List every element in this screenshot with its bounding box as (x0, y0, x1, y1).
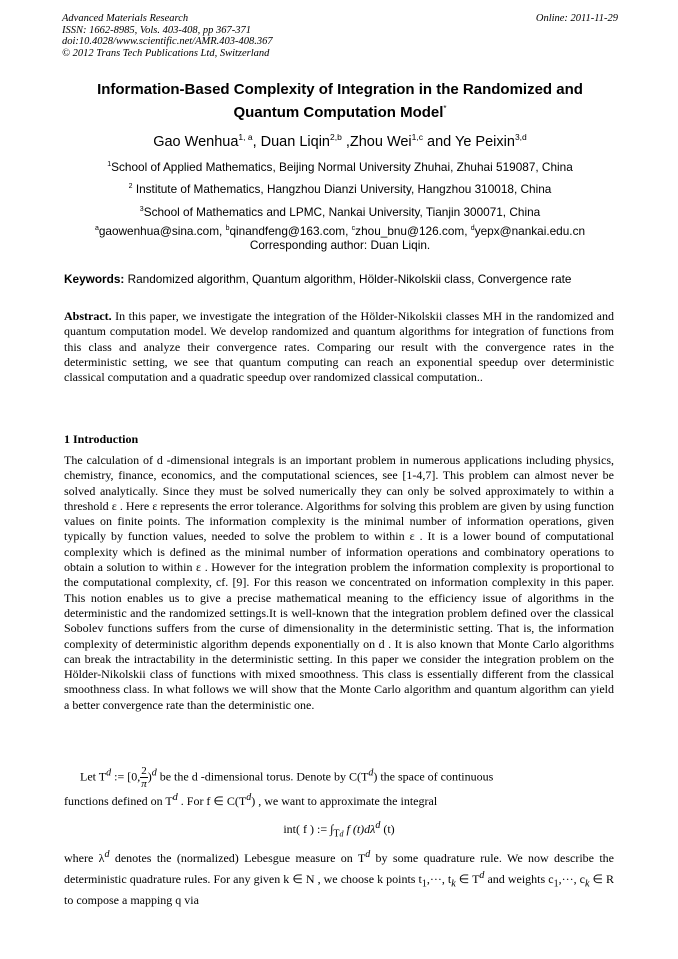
introduction-paragraph: The calculation of d -dimensional integrals is an important problem in numerous applications including physics, chemistry, finance, economics, and the computational sciences, see [1-4,7]. This problem can almost never be solved analytically. Since they must be solved numerically they can only be solved approximately to within a threshold ε . Here ε represents the error tolerance. Algorithms for solving this problem are given by using function values on finite points. The information complexity is the minimal number of information operations, given typically by function values, needed to solve the problem to within ε . It is a lower bound of computational complexity which is defined as the minimal number of information operations and combinatory operations to obtain a solution to within ε . However for the integration problem the information complexity is proportional to the computational complexity, cf. [9]. For this reason we concentrated on information complexity in this paper. This notion enables us to give a precise mathematical meaning to the efficiency issue of algorithms in the deterministic and the randomized settings.It is well-known that the integration problem defined over the classical Sobolev functions suffers from the curse of dimensionality in the deterministic setting. That is, the information complexity of deterministic algorithm depends exponentially on d . It is also known that Monte Carlo algorithms can break the intractability in the deterministic setting. In this paper we consider the integration problem on the Hölder-Nikolskii class of functions with mixed smoothness. This class is essentially different from the classical smoothness class. In what follows we will show that the Monte Carlo algorithm and quantum algorithm can yield a better convergence rate than the deterministic one. (64, 453, 614, 712)
affiliation-1: $^1$School of Applied Mathematics, Beijing Normal University Zhuhai, Zhuhai 519087, China (107, 159, 573, 174)
title-footnote-mark: * (443, 104, 447, 113)
integral-equation: int( f ) := $\int_{Td}$ f $(t)d\lambda^d$ (t) (283, 820, 395, 840)
author-2: , Duan Liqin (252, 133, 330, 150)
keywords-label: Keywords: (64, 272, 125, 286)
author-4: and Ye Peixin (423, 133, 515, 150)
doi-line: doi:10.4028/www.scientific.net/AMR.403-408.367 (62, 36, 273, 48)
title-line-2: Quantum Computation Model* (233, 104, 447, 121)
abstract-text: In this paper, we investigate the integration of the Hölder-Nikolskii classes MH in the randomized and quantum computation model. We develop randomized and quantum algorithms for integration of functions from this class and analyze their convergence rates. Comparing our result with the convergence rates in the deterministic setting, we see that quantum computing can reach an exponential speedup over deterministic classical computation and a quadratic speedup over randomized classical computation.. (64, 309, 614, 385)
journal-name: Advanced Materials Research (62, 13, 189, 24)
quadrature-paragraph: where $\lambda^d$ denotes the (normalized) Lebesgue measure on $T^d$ by some quadrature rule. We now describe the deterministic quadrature rules. For any given k ∈ N , we choose k points $t_1,\cdot\cdot\cdot$, $t_k$ ∈ $T^d$ and weights $c_1,\cdot\cdot\cdot$, $c_k$ ∈ R to compose a mapping q via (64, 849, 614, 908)
author-3: ,Zhou Wei (341, 133, 412, 150)
keywords-text: Randomized algorithm, Quantum algorithm, Hölder-Nikolskii class, Convergence rate (124, 272, 572, 286)
abstract-label: Abstract. (64, 309, 112, 323)
affiliation-3: $^3$School of Mathematics and LPMC, Nankai University, Tianjin 300071, China (139, 204, 541, 219)
author-1: Gao Wenhua (153, 133, 239, 150)
journal-header (62, 13, 618, 59)
affiliations (62, 155, 618, 252)
affiliation-2: $^2$ Institute of Mathematics, Hangzhou Dianzi University, Hangzhou 310018, China (128, 182, 552, 197)
section-heading-introduction: 1 Introduction (64, 432, 139, 446)
email-line: $^a$gaowenhua@sina.com, $^b$qinandfeng@163.com, $^c$zhou_bnu@126.com, $^d$yepx@nankai.edu.cn (94, 224, 586, 239)
paper-title (62, 80, 618, 122)
copyright-line: © 2012 Trans Tech Publications Ltd, Switzerland (62, 47, 270, 59)
corresponding-author: Corresponding author: Duan Liqin. (249, 238, 431, 253)
online-date: Online: 2011-11-29 (535, 13, 618, 24)
title-line-1: Information-Based Complexity of Integration in the Randomized and (97, 81, 583, 98)
torus-line-1: Let $T^d$ := [0, $\frac{2}{\pi}$ )$^d$ be the d -dimensional torus. Denote by $C(T^d)$ the space of continuous (80, 765, 494, 790)
abstract (64, 309, 614, 385)
keywords (64, 272, 620, 287)
author-list: Gao Wenhua$^{1, a}$, Duan Liqin$^{2,b}$ ,Zhou Wei$^{1,c}$ and Ye Peixin$^{3,d}$ (153, 132, 527, 150)
torus-definition (64, 765, 614, 809)
issn-line: ISSN: 1662-8985, Vols. 403-408, pp 367-371 (62, 24, 251, 36)
two-over-pi-fraction: $\frac{2}{\pi}$ (141, 765, 147, 790)
torus-line-2: functions defined on $T^d$ . For f ∈ $C(T^d)$ , we want to approximate the integral (64, 792, 438, 808)
